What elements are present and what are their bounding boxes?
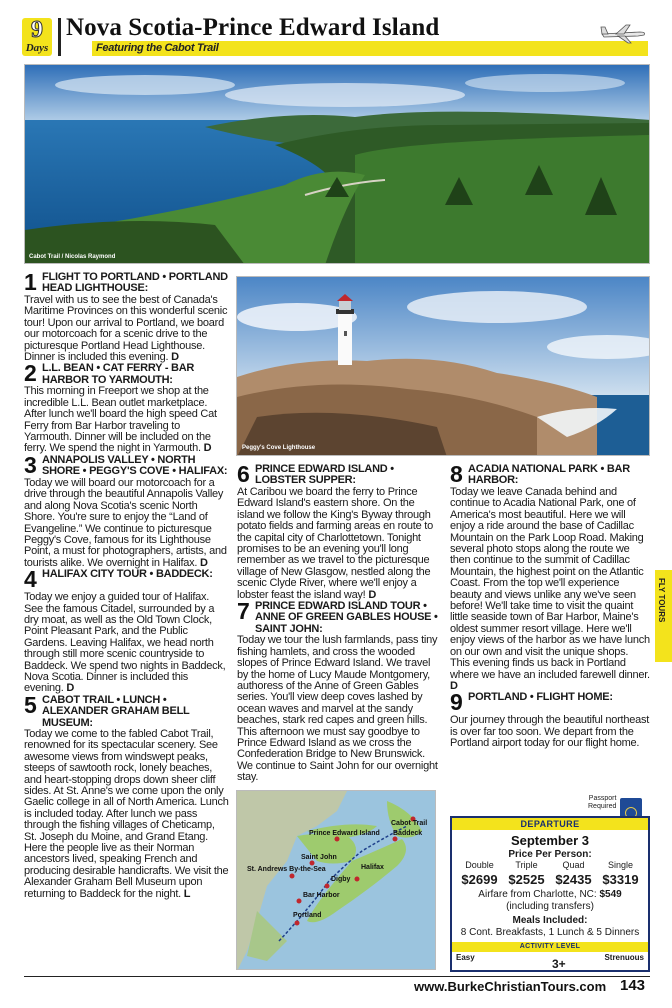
map-label-baddeck: Baddeck <box>393 830 423 837</box>
day-meal: D <box>66 682 75 695</box>
day-item <box>24 360 229 455</box>
days-label: Days <box>25 42 49 54</box>
transfers-note: (including transfers) <box>506 901 594 912</box>
day-title: PRINCE EDWARD ISLAND • LOBSTER SUPPER: <box>255 463 394 487</box>
day-number: 5 <box>24 691 37 718</box>
day-meal: D <box>171 351 179 364</box>
day-number: 8 <box>450 461 463 487</box>
day-item <box>450 689 650 750</box>
day-title: CABOT TRAIL • LUNCH • ALEXANDER GRAHAM BELL MUSEUM: <box>42 693 190 729</box>
day-title: L.L. BEAN • CAT FERRY - BAR HARBOR TO YARMOUTH: <box>42 362 195 386</box>
map-label-halifax: Halifax <box>361 864 384 871</box>
day-meal: D <box>200 556 208 569</box>
passport-note <box>588 795 616 811</box>
price-value: $2699 <box>461 872 498 887</box>
days-badge <box>22 18 52 56</box>
map-label-portland: Portland <box>293 912 322 919</box>
occupancy-label: Single <box>607 860 634 870</box>
day-text: Today we leave Canada behind and continue to Acadia National Park, one of America's most beautiful. Here we will enjoy a ride around the base of Cadillac Mountain on the Park Loop Road. Making several photo stops along the route we then continue to the summit of Cadillac Mountain, the highest point on the Atlantic Coast. From the top we'll experience beauty and views unlike any we've seen before! We'll take time to visit the quaint little seaside town of Bar Harbor, Maine's oldest summer resort village. Here we'll enjoy views of the harbor as we have lunch on our own and visit the unique shops. This evening finds us back in Portland where we have an included farewell dinner. <box>450 486 650 681</box>
day-meal: D <box>450 679 458 692</box>
day-title: PORTLAND • FLIGHT HOME: <box>468 691 613 704</box>
day-item <box>237 598 441 784</box>
header-divider <box>58 18 61 56</box>
day-title: PRINCE EDWARD ISLAND TOUR • ANNE OF GREEN GABLES HOUSE • SAINT JOHN: <box>255 600 438 635</box>
day-text: Our journey through the beautiful northeast is over far too soon. We depart from the Portland airport today for our flight home. <box>450 714 649 750</box>
day-number: 4 <box>24 566 37 593</box>
days-number: 9 <box>31 17 43 43</box>
meals-label: Meals Included: <box>512 915 588 926</box>
day-item <box>24 451 229 569</box>
day-text: Today we will board our motorcoach for a drive through the beautiful Annapolis Valley and along Nova Scotia's scenic North Shore. You're sure to enjoy the “Land of Evangeline.” We continue to picturesque Peggy's Cove, famous for its Lighthouse Point, a must for photographers, artists, and tourists alike. We overnight in Halifax. <box>24 476 227 569</box>
day-meal: L <box>183 887 191 900</box>
day-number: 6 <box>237 461 250 487</box>
map-label-st-andrews: St. Andrews By-the-Sea <box>247 866 326 873</box>
tour-route-map <box>236 790 436 970</box>
day-item <box>24 269 229 364</box>
day-text: Today we enjoy a guided tour of Halifax. See the famous Citadel, surrounded by a dry moat, as well as the Old Town Clock, Point Pleasant Park, and the Public Gardens. Leaving Halifax, we head north through still more scenic countryside to Baddeck. We spend two nights in Baddeck, Nova Scotia. Dinner is included this evening. <box>24 591 226 695</box>
departure-label: DEPARTURE <box>452 818 648 830</box>
day-item <box>450 461 650 692</box>
map-label-bar-harbor: Bar Harbor <box>303 892 340 899</box>
activity-strenuous-label: Strenuous <box>604 953 644 962</box>
activity-level-label: ACTIVITY LEVEL <box>452 942 648 952</box>
day-number: 1 <box>24 269 37 295</box>
day-number: 3 <box>24 451 37 478</box>
activity-easy-label: Easy <box>456 953 475 962</box>
price-value: $3319 <box>602 872 639 887</box>
footer-rule <box>24 976 650 977</box>
itinerary-column-1 <box>24 269 229 900</box>
page-title: Nova Scotia-Prince Edward Island <box>66 14 440 41</box>
day-text: This morning in Freeport we shop at the incredible L.L. Bean outlet marketplace. After lunch we'll board the high speed Cat Ferry from Bar Harbor traveling to Yarmouth. Dinner will be included on the ferry. We spend the night in Yarmouth. <box>24 385 217 455</box>
itinerary-column-2 <box>237 461 441 784</box>
map-label-pei: Prince Edward Island <box>309 830 380 837</box>
airfare-price: $549 <box>599 889 622 900</box>
day-text: Today we tour the lush farmlands, pass tiny fishing hamlets, and cross the wooded slopes of Prince Edward Island. We travel by the home of Lucy Maude Montgomery, authoress of the Anne of Green Gables series. You'll view deep coves lashed by ocean waves and marvel at the sandy beaches, stark red capes and green hills. This afternoon we must say goodbye to Prince Edward Island as we cross the Confederation Bridge to New Brunswick. We continue to Saint John for our overnight stay. <box>237 634 438 784</box>
section-side-tab <box>655 570 672 662</box>
day-title: FLIGHT TO PORTLAND • PORTLAND HEAD LIGHTHOUSE: <box>42 271 228 295</box>
day-meal: D <box>368 588 377 601</box>
footer-website-link[interactable]: www.BurkeChristianTours.com <box>414 979 607 994</box>
lighthouse-photo <box>236 276 650 456</box>
day-number: 2 <box>24 360 37 387</box>
price-per-person-label: Price Per Person: <box>508 849 592 860</box>
airplane-icon <box>600 22 646 44</box>
itinerary-column-3 <box>450 461 650 750</box>
day-text: At Caribou we board the ferry to Prince Edward Island's eastern shore. On the island we follow the King's Byway through potato fields and farming areas en route to the capital city of Charlottetown. Tonight promises to be an evening you'll long remember as we travel to the picturesque village of New Glasgow, nestled along the scenic Clyde River, where we'll enjoy a lobster feast the island way! <box>237 486 433 601</box>
occupancy-row <box>452 860 648 871</box>
activity-level-scale <box>452 952 648 972</box>
occupancy-label: Triple <box>515 860 538 870</box>
day-item <box>237 461 441 601</box>
lighthouse-photo-credit: Peggy's Cove Lighthouse <box>242 445 316 451</box>
hero-photo-credit: Cabot Trail / Nicolas Raymond <box>29 254 116 260</box>
activity-level-value: 3+ <box>552 957 566 971</box>
day-item <box>24 691 229 900</box>
subtitle: Featuring the Cabot Trail <box>96 42 219 54</box>
price-value: $2525 <box>508 872 545 887</box>
departure-pricing-box <box>450 816 650 972</box>
occupancy-label: Double <box>465 860 494 870</box>
map-label-digby: Digby <box>331 876 351 883</box>
cabot-trail-photo <box>24 64 650 264</box>
airfare-line <box>452 889 648 901</box>
map-label-saint-john: Saint John <box>301 854 337 861</box>
page-number: 143 <box>620 977 646 994</box>
map-label-cabot-trail: Cabot Trail <box>391 820 428 827</box>
airfare-label: Airfare from Charlotte, NC: <box>478 889 597 900</box>
meals-text: 8 Cont. Breakfasts, 1 Lunch & 5 Dinners <box>460 927 640 938</box>
departure-date: September 3 <box>510 833 590 848</box>
day-number: 7 <box>237 598 250 625</box>
passport-line-1: Passport <box>588 795 617 802</box>
occupancy-label: Quad <box>562 860 585 870</box>
day-title: HALIFAX CITY TOUR • BADDECK: <box>42 568 213 581</box>
day-number: 9 <box>450 689 463 716</box>
price-value: $2435 <box>555 872 592 887</box>
day-text: Today we come to the fabled Cabot Trail, renowned for its spectacular scenery. See awesome views from windswept peaks, steeps of sawtooth rock, lonely beaches, and heart-stopping drops down sheer cliff sides. At St. Anne's we come upon the only Gaelic college in all of North America. Lunch is included today. After lunch we pass through the fishing villages of Cheticamp, St. Joseph du Moine, and Grand Etang. Here the people live as their Norman ancestors lived, speaking French and producing desirable handicrafts. We visit the Alexander Graham Bell Museum upon returning to Baddeck for the night. <box>24 728 229 900</box>
passport-line-2: Required <box>588 803 617 810</box>
price-row <box>452 871 648 888</box>
day-item <box>24 566 229 695</box>
day-meal: D <box>203 442 212 455</box>
day-text: Travel with us to see the best of Canada's Maritime Provinces on this wonderful scenic tour! Upon our arrival to Portland, we board our motorcoach for a scenic drive to the picturesque Portland Head Lighthouse. Dinner is included this evening. <box>24 294 228 364</box>
day-title: ANNAPOLIS VALLEY • NORTH SHORE • PEGGY'S COVE • HALIFAX: <box>42 453 228 478</box>
side-tab-label: FLY TOURS <box>657 578 666 623</box>
day-title: ACADIA NATIONAL PARK • BAR HARBOR: <box>468 463 630 487</box>
